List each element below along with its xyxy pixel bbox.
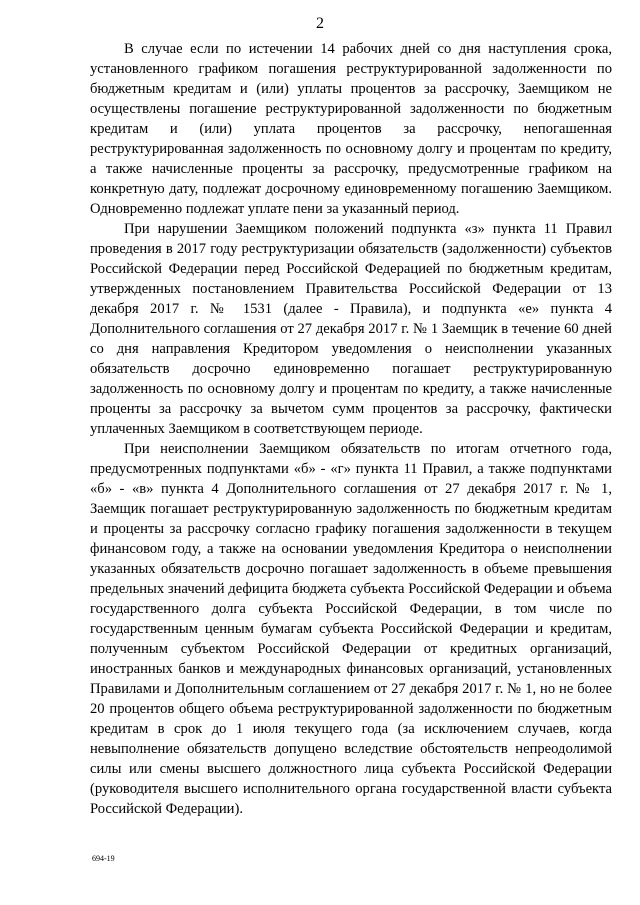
paragraph-violation-subpoint-z: При нарушении Заемщиком положений подпункта «з» пункта 11 Правил проведения в 2017 году реструктуризации обязательств (задолженности) субъектов Российской Федерации перед Российской Федерацией по бюджетным кредитам, утвержденных постановлением Правительства Российской Федерации от 13 декабря 2017 г. № 1531 (далее - Правила), и подпункта «е» пункта 4 Дополнительного соглашения от 27 декабря 2017 г. № 1 Заемщик в течение 60 дней со дня направления Кредитором уведомления о неисполнении указанных обязательств досрочно единовременно погашает реструктурированную задолженность по основному долгу и процентам по кредиту, а также начисленные проценты за рассрочку за вычетом сумм процентов за рассрочку, фактически уплаченных Заемщиком в соответствующем периоде. bbox=[90, 221, 612, 437]
document-body bbox=[90, 39, 612, 819]
paragraph-non-fulfillment-annual-obligations: При неисполнении Заемщиком обязательств по итогам отчетного года, предусмотренных подпунктами «б» - «г» пункта 11 Правил, а также подпунктами «б» - «в» пункта 4 Дополнительного соглашения от 27 декабря 2017 г. № 1, Заемщик погашает реструктурированную задолженность по бюджетным кредитам и проценты за рассрочку согласно графику погашения задолженности в текущем финансовом году, а также на основании уведомления Кредитора о неисполнении указанных обязательств досрочно погашает задолженность в объеме превышения предельных значений дефицита бюджета субъекта Российской Федерации и объема государственного долга субъекта Российской Федерации, в том числе по государственным ценным бумагам субъекта Российской Федерации и кредитам, полученным субъектом Российской Федерации от кредитных организаций, иностранных банков и международных финансовых организаций, установленных Правилами и Дополнительным соглашением от 27 декабря 2017 г. № 1, но не более 20 процентов общего объема реструктурированной задолженности по бюджетным кредитам в срок до 1 июля текущего года (за исключением случаев, когда невыполнение обязательств допущено вследствие обстоятельств непреодолимой силы или смены высшего должностного лица субъекта Российской Федерации (руководителя высшего исполнительного органа государственной власти субъекта Российской Федерации). bbox=[90, 441, 612, 817]
paragraph-early-repayment-after-14-days: В случае если по истечении 14 рабочих дней со дня наступления срока, установленного графиком погашения реструктурированной задолженности по бюджетным кредитам и (или) уплаты процентов за рассрочку, Заемщиком не осуществлены погашение реструктурированной задолженности по бюджетным кредитам и (или) уплата процентов за рассрочку, непогашенная реструктурированная задолженность по основному долгу и процентам по кредиту, а также начисленные проценты за рассрочку, предусмотренные графиком на конкретную дату, подлежат досрочному единовременному погашению Заемщиком. Одновременно подлежат уплате пени за указанный период. bbox=[90, 41, 612, 217]
document-code: 694-19 bbox=[92, 854, 115, 863]
page-number: 2 bbox=[316, 15, 324, 32]
